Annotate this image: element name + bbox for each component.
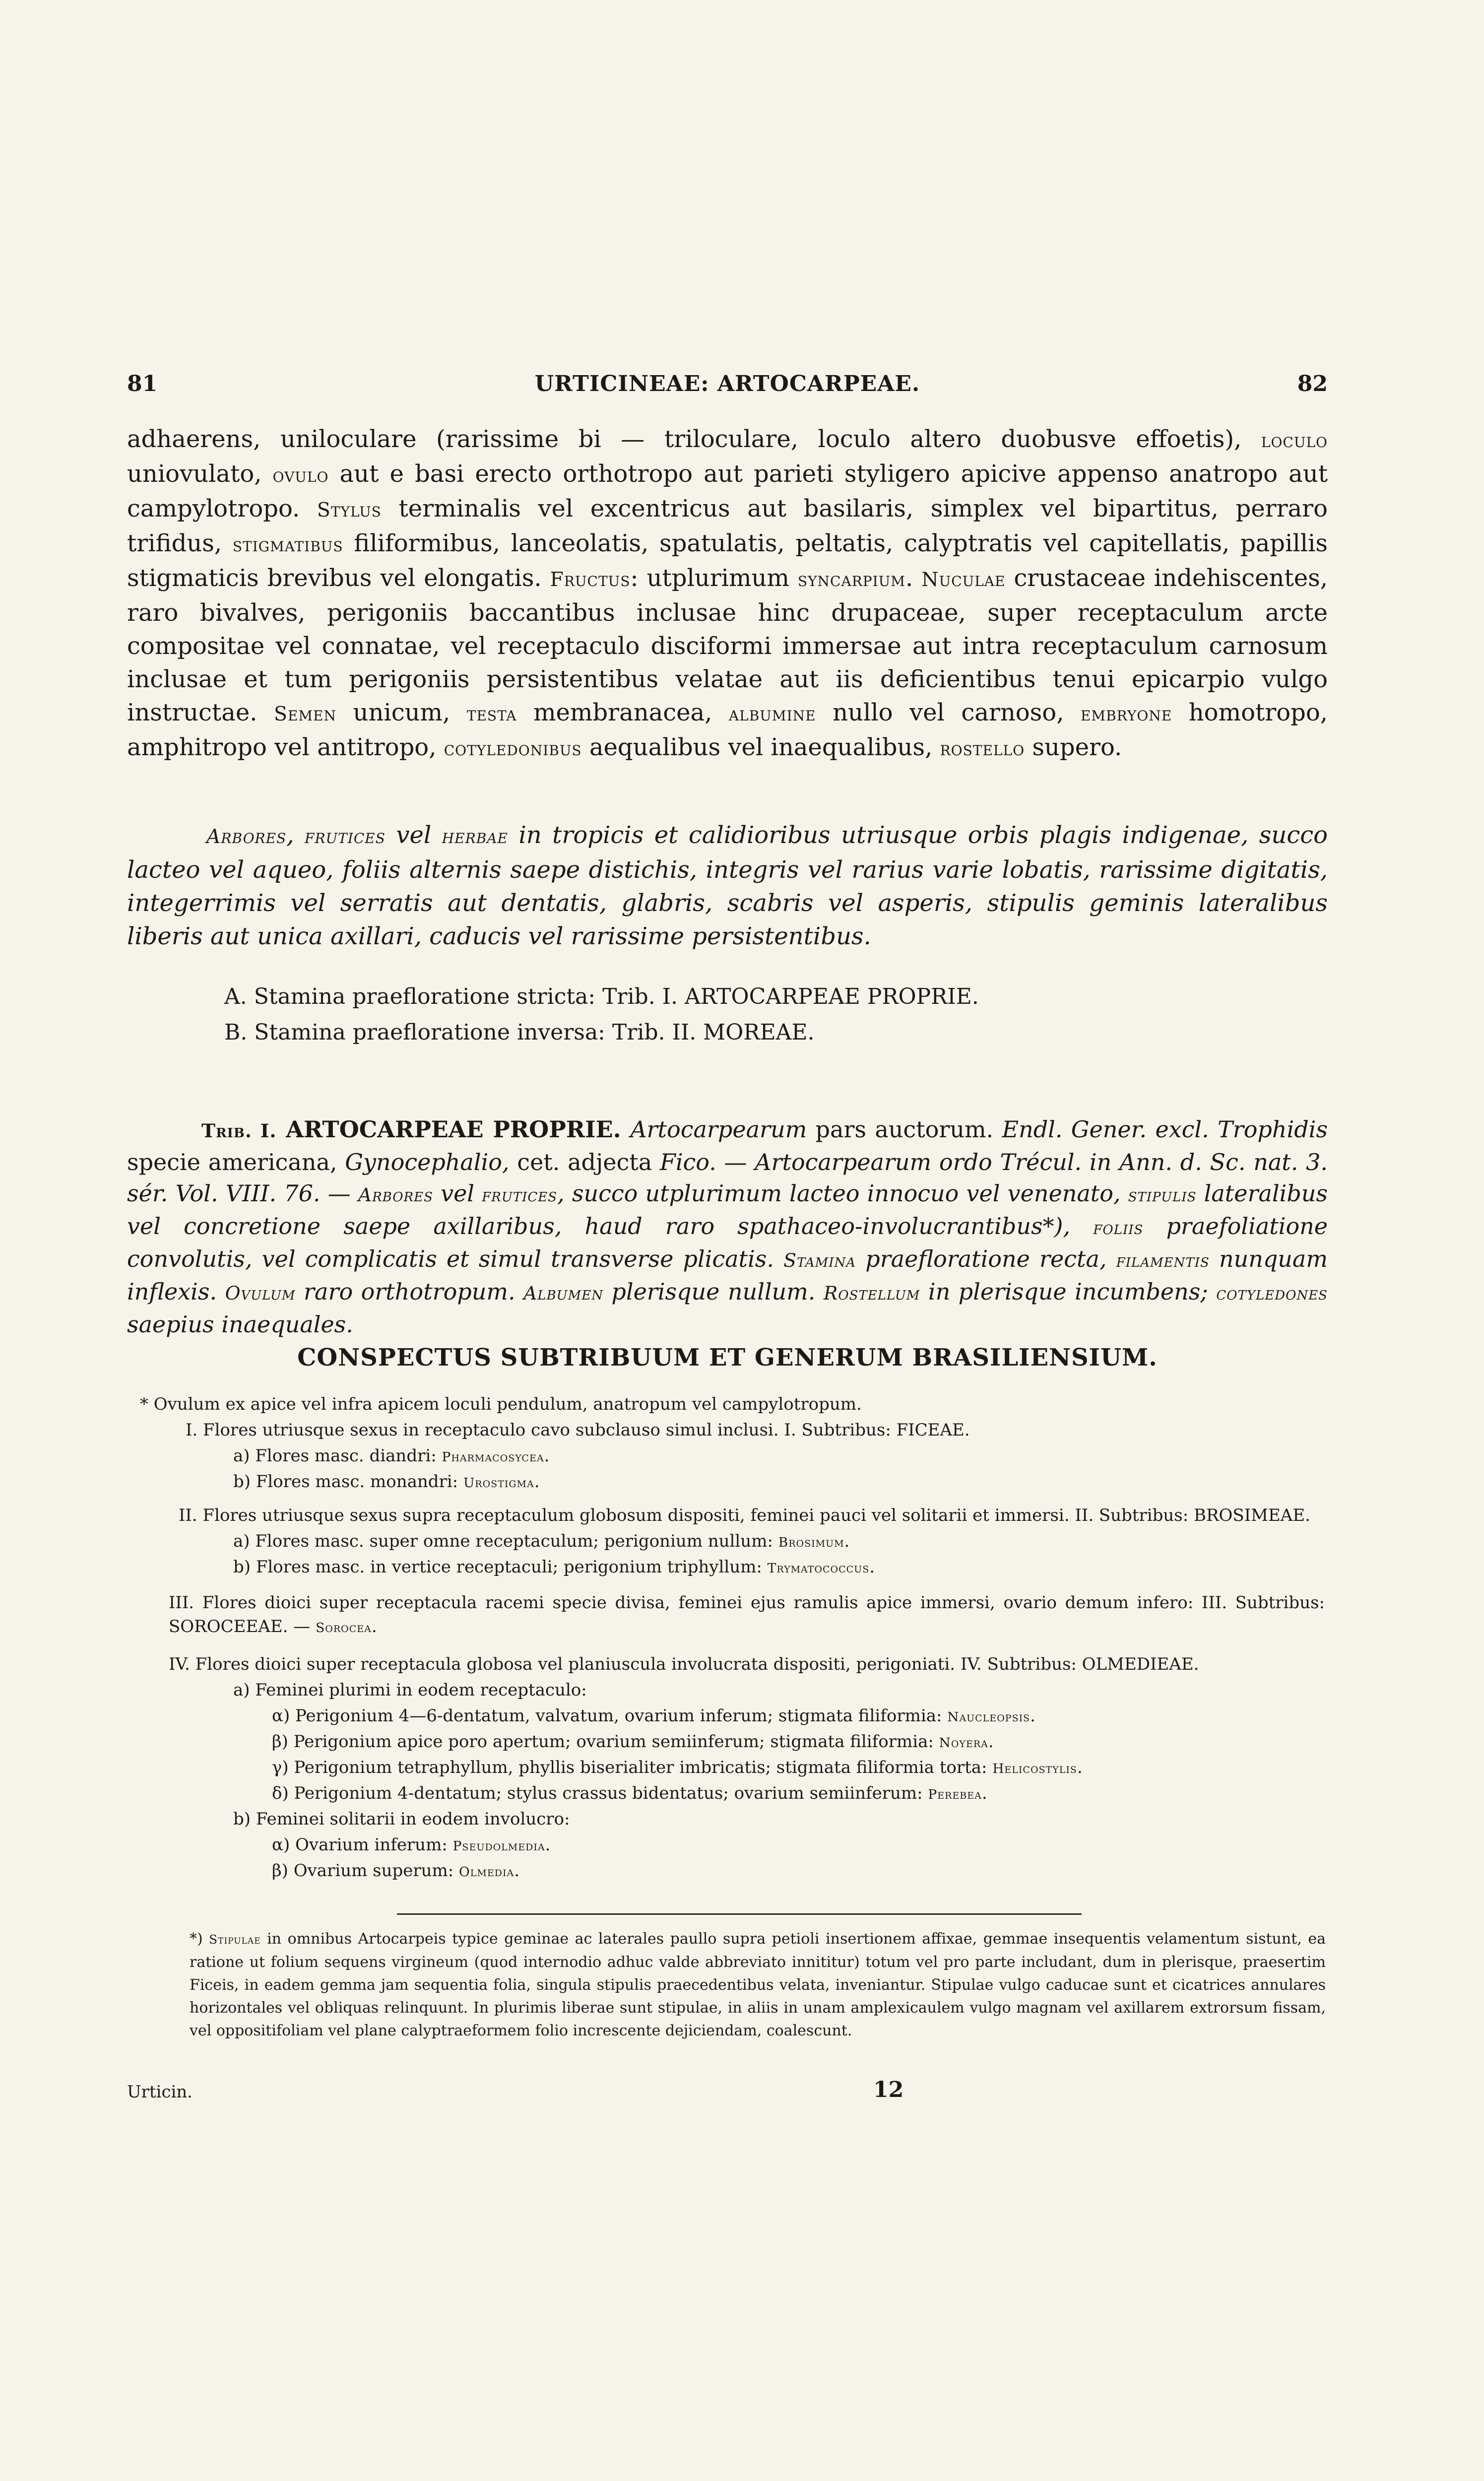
term-syncarpium: syncarpium [797,568,905,591]
conspectus-title: CONSPECTUS SUBTRIBUUM ET GENERUM BRASILIENSIUM. [297,1344,1158,1371]
text-run: aut e basi erecto orthotropo aut parieti styligero apicive appenso anatropo aut campylotropo. [127,460,1328,522]
text-run: praefoliatione convolutis, vel complicatis et simul transverse plicatis. [127,1213,1328,1272]
key-star: * Ovulum ex apice vel infra apicem loculi pendulum, anatropum vel campylotropum. [140,1394,862,1414]
term-stigmatibus: stigmatibus [232,533,343,556]
term-frutices: frutices [305,825,386,848]
key-text: III. Flores dioici super receptacula racemi specie divisa, feminei ejus ramulis apice immersi, ovario demum infero: III. Subtribus: SOROCEEAE. — [169,1593,1325,1636]
text-run: nunquam inflexis. [127,1245,1328,1305]
running-title: URTICINEAE: ARTOCARPEAE. [534,371,920,396]
period: . [1030,1706,1035,1726]
text-run: , [286,821,305,849]
period: . [514,1861,519,1881]
key-text: α) Perigonium 4—6-dentatum, valvatum, ovarium inferum; stigmata filiformia: [272,1706,948,1726]
term-ovulo: ovulo [272,464,329,487]
period: . [844,1531,850,1551]
footnote-text: in omnibus Artocarpeis typice geminae ac laterales paullo supra petioli insertionem affixae, gemmae insequentis velamentum sistunt, ea ratione ut folium sequens virgineum (quod internodio adhuc valde abbreviato innititur) totum vel pro parte includant, dum in plerisque, praesertim Ficeis, in eadem gemma jam sequentia folia, singula stipulis praecedentibus velata, inveniantur. Stipulae vulgo caducae sunt et cicatrices annulares horizontales vel obliquas relinquunt. In plurimis liberae sunt stipulae, in aliis in unam amplexicaulem vulgo magnam vel axillarem extrorsum fissam, vel oppositifoliam vel plane calyptraeformem folio increscente dejiciendam, coalescunt. [190,1930,1326,2039]
text-run: saepius inaequales. [127,1311,353,1338]
text-run: filiformibus, lanceolatis, spatulatis, peltatis, calyptratis vel capitellatis, papillis stigmaticis brevibus vel elongatis. [127,529,1328,592]
key-IVa: a) Feminei plurimi in eodem receptaculo: [233,1680,587,1700]
right-page-number: 82 [1297,371,1328,396]
key-text: a) Flores masc. diandri: [233,1446,442,1466]
period: . [988,1732,994,1752]
text-run: vel [433,1180,482,1207]
text-run: unicum, [336,699,467,726]
term-herbae: herbae [442,825,508,848]
genus-name: Urostigma [463,1475,534,1491]
text-run: aequalibus vel inaequalibus, [581,733,940,761]
text-run: plerisque nullum. [603,1278,824,1305]
stamina-line-b: B. Stamina praefloratione inversa: Trib. II. MOREAE. [224,1020,815,1045]
genus-name: Trymatococcus [767,1561,870,1576]
text-run: terminalis vel excentricus aut basilaris, simplex vel bipartitus, perraro trifidus, [127,495,1328,557]
footnote-mark: *) [190,1930,209,1948]
text-run: homotropo, amphitropo vel antitropo, [127,699,1328,761]
text-run: praefloratione recta, [856,1245,1116,1272]
key-II: II. Flores utriusque sexus supra receptaculum globosum dispositi, feminei pauci vel solitarii et immersi. II. Subtribus: BROSIMEAE. [179,1505,1310,1525]
footnote [190,1928,1326,2042]
text-run: cet. adjecta [509,1149,660,1175]
habit-paragraph [127,819,1328,953]
text-run: Gynocephalio, [345,1149,510,1175]
text-run: pars auctorum. [807,1116,1002,1143]
text-run: membranacea, [516,699,729,726]
genus-name: Sorocea [316,1620,372,1635]
text-run: specie americana, [127,1149,345,1175]
key-IVb-alpha [272,1833,550,1858]
term-nuculae: Nuculae [921,568,1006,591]
period: . [371,1617,377,1636]
genus-name: Pharmacosycea [442,1449,544,1465]
term-albumen: Albumen [523,1282,603,1304]
term-ovulum: Ovulum [225,1282,296,1304]
term-testa: testa [466,703,517,725]
text-run: in tropicis et calidioribus utriusque orbis plagis indigenae, succo lacteo vel aqueo, foliis alternis saepe distichis, integris vel rarius varie lobatis, rarissime digitatis, integerrimis vel serratis aut dentatis, glabris, scabris vel asperis, stipulis geminis lateralibus liberis aut unica axillari, caducis vel rarissime persistentibus. [127,821,1328,950]
left-page-number: 81 [127,371,158,396]
genus-name: Helicostylis [992,1761,1077,1776]
footnote-rule [397,1913,1082,1915]
text-run: supero. [1025,733,1122,761]
term-filamentis: filamentis [1116,1249,1210,1271]
key-IVb: b) Feminei solitarii in eodem involucro: [233,1809,570,1829]
key-IIb [233,1555,875,1580]
key-text: β) Ovarium superum: [272,1861,459,1881]
key-IVa-delta [272,1781,987,1807]
tribe-label: Trib. I. [201,1120,277,1142]
key-Ib [233,1470,540,1495]
term-cotyledones: cotyledones [1216,1282,1328,1304]
text-run: . [905,564,922,592]
key-IVa-gamma [272,1756,1083,1781]
term-embryone: embryone [1080,703,1172,725]
stamina-line-a: A. Stamina praefloratione stricta: Trib. I. ARTOCARPEAE PROPRIE. [224,984,979,1009]
text-run: raro orthotropum. [295,1278,524,1305]
key-III [169,1591,1325,1640]
term-semen: Semen [274,703,337,725]
genus-name: Brosimum [778,1535,844,1550]
key-text: b) Flores masc. monandri: [233,1472,463,1492]
text-run: lateralibus vel concretione saepe axillaribus, haud raro spathaceo-involucrantibus*), [127,1180,1328,1240]
period: . [869,1557,875,1577]
period: . [544,1446,550,1466]
period: . [534,1472,540,1492]
key-IIa [233,1529,849,1555]
key-text: b) Flores masc. in vertice receptaculi; perigonium triphyllum: [233,1557,768,1577]
key-Ia [233,1444,549,1469]
text-run: Endl. Gener. excl. Trophidis [1002,1116,1328,1143]
term-stipulae: Stipulae [209,1932,261,1947]
key-text: δ) Perigonium 4-dentatum; stylus crassus bidentatus; ovarium semiinferum: [272,1783,928,1803]
key-I: I. Flores utriusque sexus in receptaculo cavo subclauso simul inclusi. I. Subtribus: FICEAE. [186,1420,970,1440]
term-rostellum: Rostellum [823,1282,920,1304]
term-fructus: Fructus [550,568,631,591]
text-run: Artocarpearum [630,1116,807,1143]
description-paragraph [127,423,1328,766]
signature-number: 12 [873,2077,904,2102]
text-run: : utplurimum [630,564,798,592]
footer-label: Urticin. [127,2082,193,2102]
text-run: uniovulato, [127,460,273,488]
period: . [1077,1758,1083,1777]
key-IVa-beta [272,1730,994,1755]
term-rostello: rostello [940,737,1025,760]
text-run: vel [385,821,442,849]
term-arbores: Arbores [358,1184,433,1206]
key-text: γ) Perigonium tetraphyllum, phyllis biserialiter imbricatis; stigmata filiformia torta: [272,1758,993,1777]
term-albumine: albumine [728,703,816,725]
term-stylus: Stylus [317,499,382,522]
text-run: , succo utplurimum lacteo innocuo vel venenato, [557,1180,1128,1207]
genus-name: Pseudolmedia [452,1838,545,1854]
key-text: α) Ovarium inferum: [272,1835,453,1855]
genus-name: Olmedia [459,1864,515,1880]
running-header [127,371,1328,406]
text-run: adhaerens, uniloculare (rarissime bi — triloculare, loculo altero duobusve effoetis), [127,425,1261,453]
genus-name: Perebea [928,1787,982,1802]
term-frutices: frutices [482,1184,558,1206]
term-cotyledonibus: cotyledonibus [444,737,582,760]
key-IVb-beta [272,1859,519,1884]
text-run: crustaceae indehiscentes, raro bivalves, perigoniis baccantibus inclusae hinc drupaceae, super receptaculum arcte compositae vel connatae, vel receptaculo disciformi immersae aut intra receptaculum carnosum inclusae et tum perigoniis persistentibus velatae aut iis deficientibus tenui epicarpio vulgo instructae. [127,564,1328,726]
key-IV: IV. Flores dioici super receptacula globosa vel planiuscula involucrata dispositi, perigoniati. IV. Subtribus: OLMEDIEAE. [169,1654,1199,1674]
term-stipulis: stipulis [1128,1184,1197,1206]
key-text: β) Perigonium apice poro apertum; ovarium semiinferum; stigmata filiformia: [272,1732,939,1752]
term-stamina: Stamina [783,1249,856,1271]
tribe-paragraph [127,1114,1328,1340]
text-run: nullo vel carnoso, [816,699,1081,726]
text-run: Fico. — Artocarpearum ordo Trécul. in Ann. d. Sc. nat. 3. sér. Vol. VIII. 76. — [127,1149,1328,1207]
genus-name: Noyera [939,1735,988,1751]
genus-name: Naucleopsis [947,1709,1031,1725]
key-IVa-alpha [272,1704,1035,1729]
period: . [981,1783,987,1803]
term-foliis: foliis [1093,1217,1144,1239]
tribe-name: ARTOCARPEAE PROPRIE. [276,1116,631,1143]
key-text: a) Flores masc. super omne receptaculum; perigonium nullum: [233,1531,778,1551]
period: . [545,1835,551,1855]
text-run: in plerisque incumbens; [920,1278,1217,1305]
term-arbores: Arbores [206,825,287,848]
term-loculo: loculo [1261,429,1328,452]
